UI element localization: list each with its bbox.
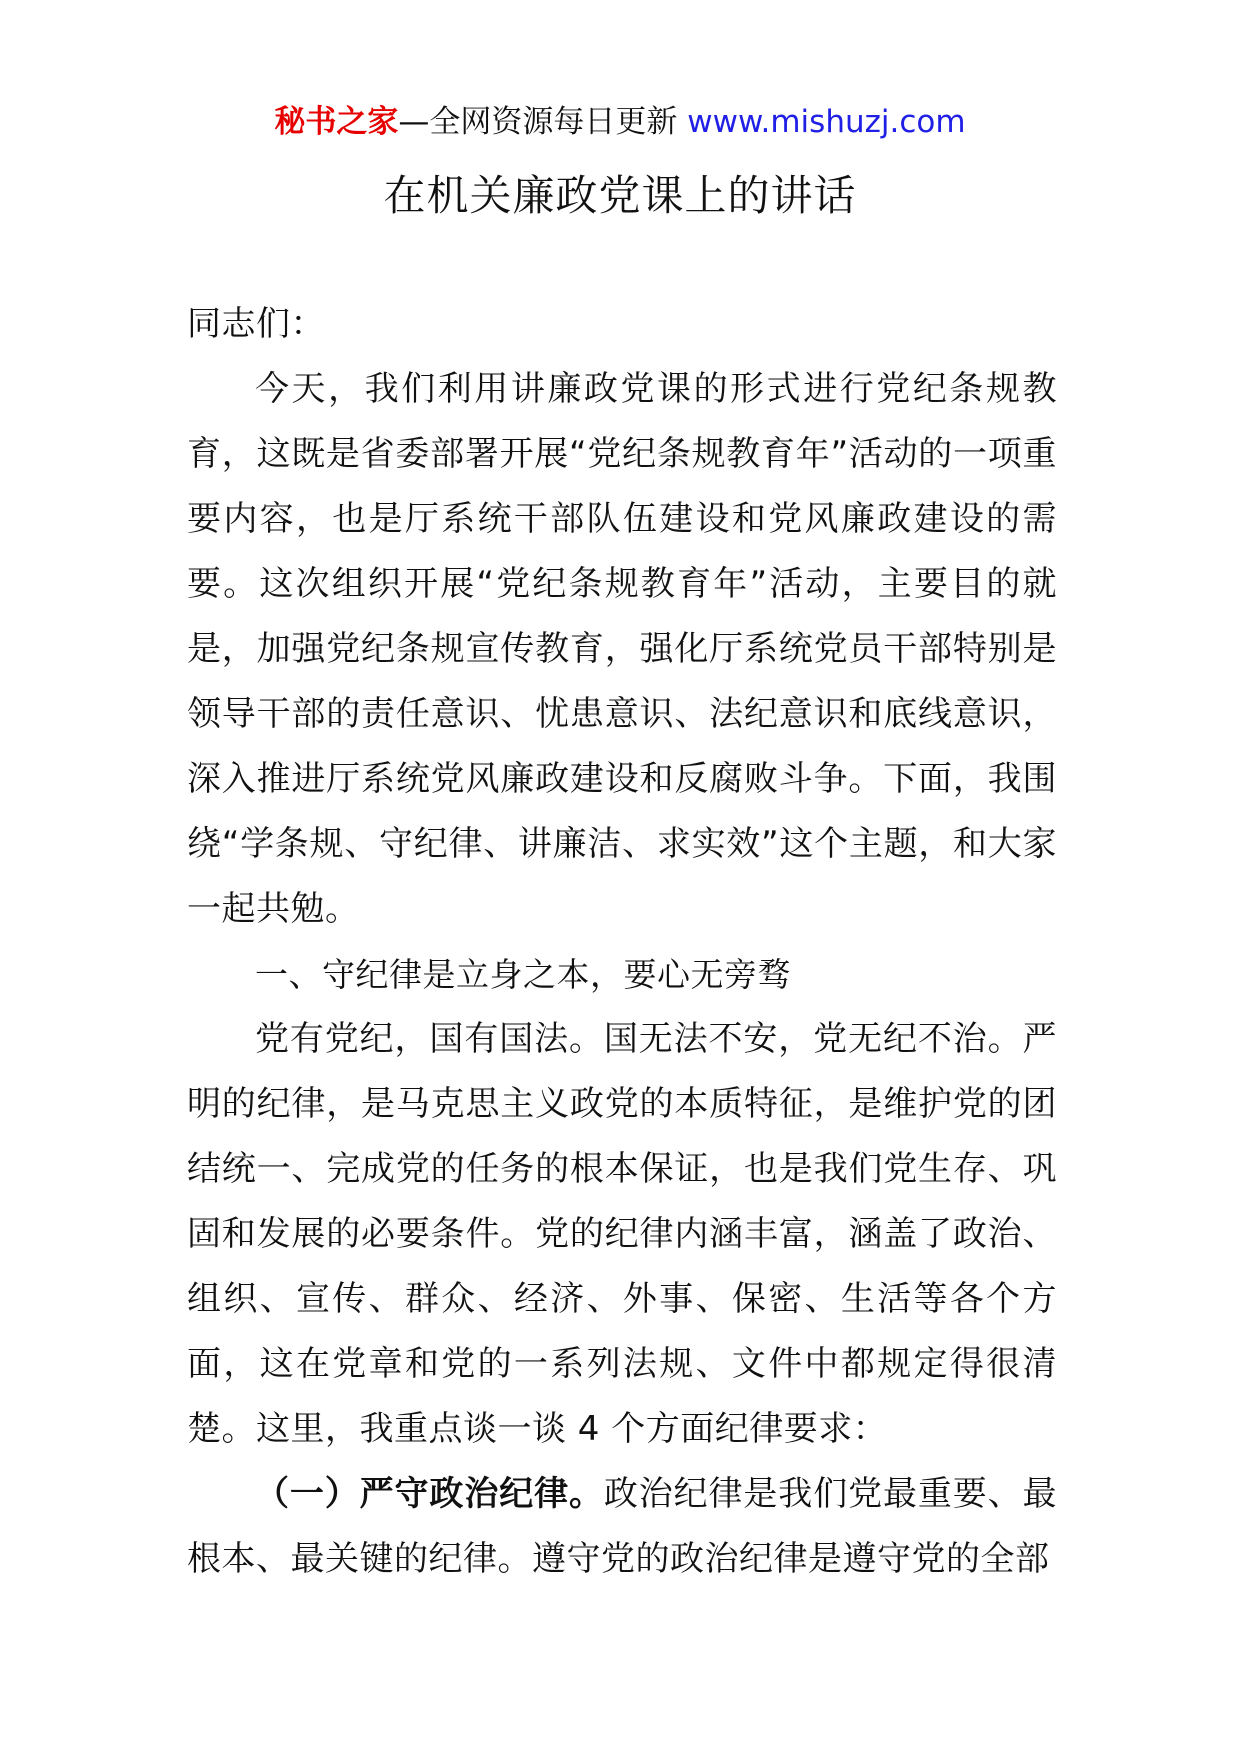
- document-body: [187, 292, 1057, 1592]
- subsection-heading-1: （一）严守政治纪律。: [255, 1474, 604, 1514]
- section-heading-1: 一、守纪律是立身之本，要心无旁骛: [255, 955, 791, 994]
- paragraph-political-discipline-text: 政治纪律是我们党最重要、最根本、最关键的纪律。遵守党的政治纪律是遵守党的全部: [187, 1474, 1058, 1579]
- site-header: [0, 100, 1240, 144]
- salutation: 同志们：: [187, 304, 325, 344]
- site-url-link[interactable]: www.mishuzj.com: [687, 104, 966, 140]
- header-tagline: —全网资源每日更新: [398, 104, 688, 140]
- brand-name: 秘书之家: [274, 104, 399, 140]
- paragraph-political-discipline: [187, 1462, 1057, 1592]
- paragraph-discipline: 党有党纪，国有国法。国无法不安，党无纪不治。严明的纪律，是马克思主义政党的本质特征，是维护党的团结统一、完成党的任务的根本保证，也是我们党生存、巩固和发展的必要条件。党的纪律内涵丰富，涵盖了政治、组织、宣传、群众、经济、外事、保密、生活等各个方面，这在党章和党的一系列法规、文件中都规定得很清楚。这里，我重点谈一谈 4 个方面纪律要求：: [187, 1019, 1057, 1449]
- paragraph-intro: 今天，我们利用讲廉政党课的形式进行党纪条规教育，这既是省委部署开展“党纪条规教育年”活动的一项重要内容，也是厅系统干部队伍建设和党风廉政建设的需要。这次组织开展“党纪条规教育年”活动，主要目的就是，加强党纪条规宣传教育，强化厅系统党员干部特别是领导干部的责任意识、忧患意识、法纪意识和底线意识，深入推进厅系统党风廉政建设和反腐败斗争。下面，我围绕“学条规、守纪律、讲廉洁、求实效”这个主题，和大家一起共勉。: [187, 369, 1057, 929]
- document-title: 在机关廉政党课上的讲话: [383, 171, 857, 220]
